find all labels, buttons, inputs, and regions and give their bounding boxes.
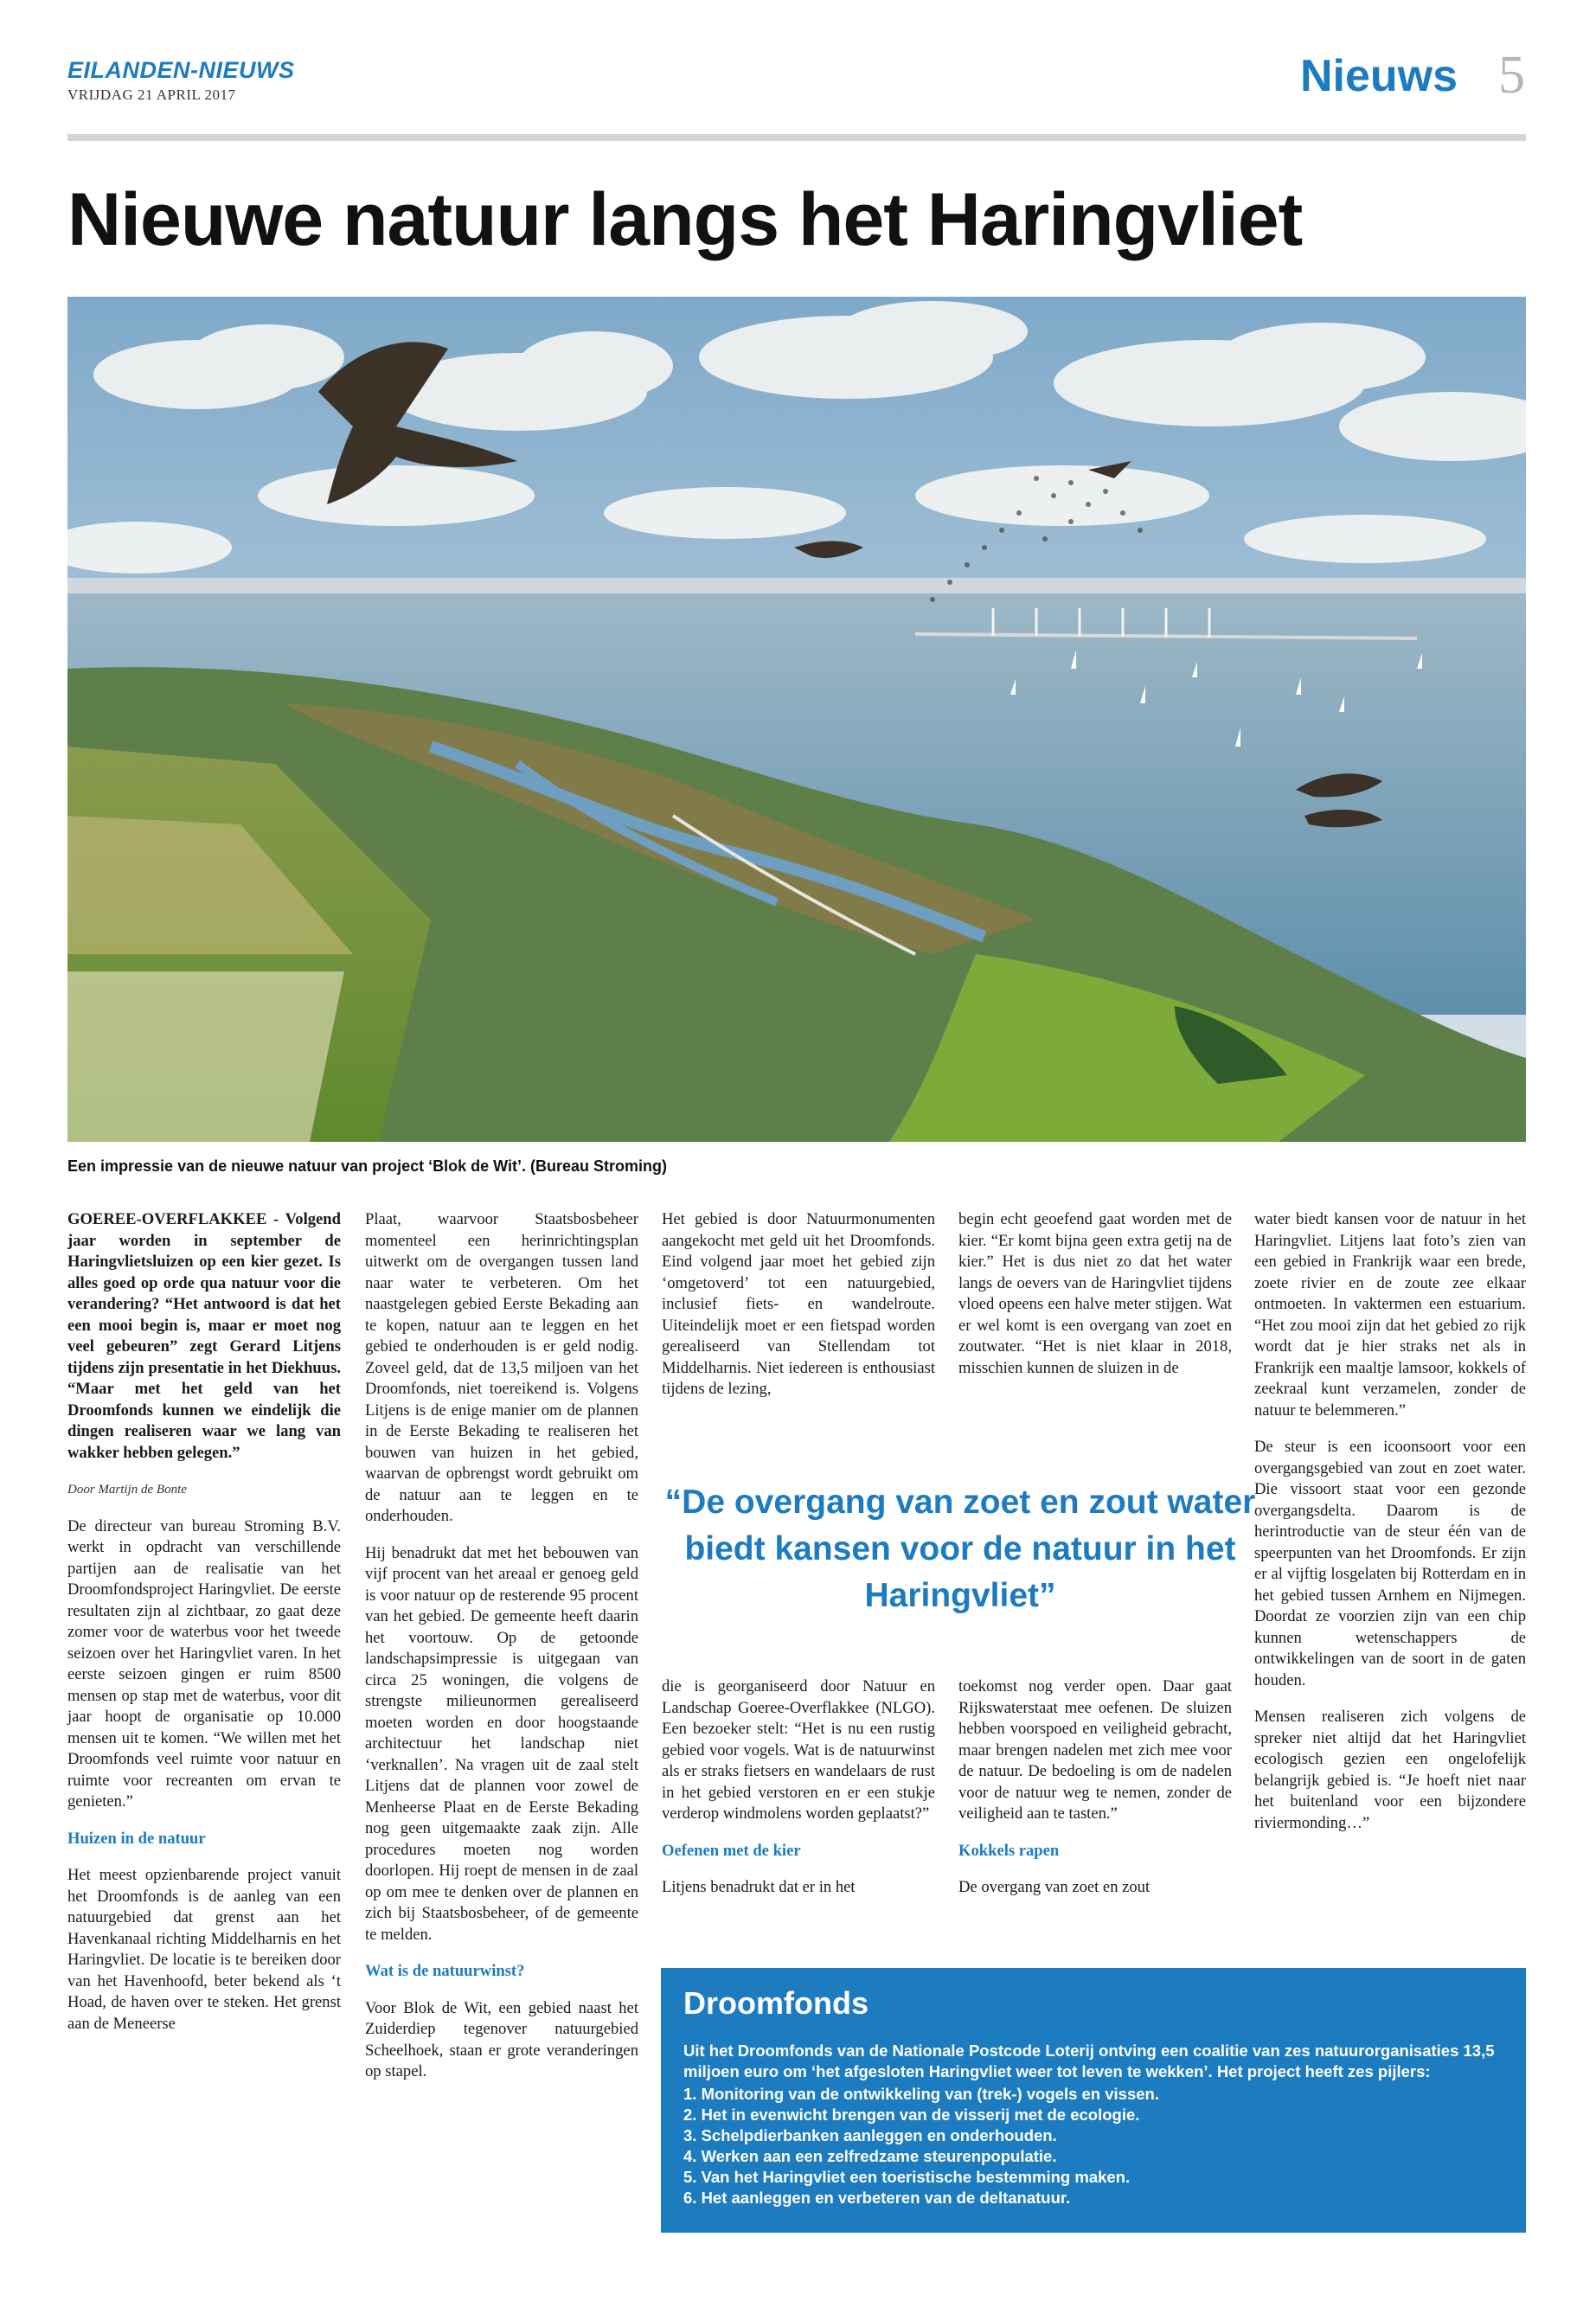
subheading: Kokkels rapen [958, 1841, 1060, 1860]
article-column-4-top [958, 1209, 1232, 1394]
list-item: 6. Het aanleggen en verbeteren van de deltanatuur. [683, 2189, 1071, 2207]
header-rule [67, 134, 1526, 141]
list-item: 1. Monitoring van de ontwikkeling van (trek-) vogels en vissen. [683, 2085, 1159, 2103]
droomfonds-info-box [661, 1968, 1526, 2233]
photo-caption: Een impressie van de nieuwe natuur van project ‘Blok de Wit’. (Bureau Stroming) [67, 1157, 667, 1175]
info-box-title: Droomfonds [683, 1985, 869, 2021]
article-column-3-top [662, 1209, 935, 1416]
article-column-3-bottom [662, 1676, 935, 1914]
paragraph: begin echt geoefend gaat worden met de kier. “Er komt bijna geen extra getij na de kier.” Het is dus niet zo dat het water langs de oevers van de Haringvliet tijdens vloed opeens een halve meter stijgen. Wat er wel komt is een overgang van zoet en zoutwater. “Het is niet klaar in 2018, misschien kunnen de sluizen in de [958, 1210, 1232, 1377]
issue-date: VRIJDAG 21 APRIL 2017 [67, 87, 236, 103]
paragraph: Het meest opzienbarende project vanuit het Droomfonds is de aanleg van een natuurgebied dat grenst aan het Havenkanaal richting Middelharnis en het Haringvliet. De locatie is te bereiken door van het Havenhoofd, beter bekend als ‘t Hoad, de haven over te steken. Het grenst aan de Meneerse [67, 1866, 341, 2033]
article-headline: Nieuwe natuur langs het Haringvliet [67, 178, 1303, 261]
info-box-list [683, 2084, 1159, 2208]
pull-quote: “De overgang van zoet en zout water biedt kansen voor de natuur in het Haringvliet” [664, 1484, 1256, 1614]
subheading: Oefenen met de kier [662, 1841, 801, 1860]
paragraph: De overgang van zoet en zout [958, 1878, 1151, 1896]
article-column-4-bottom [958, 1676, 1232, 1914]
list-item: 3. Schelpdierbanken aanleggen en onderhouden. [683, 2126, 1057, 2144]
paragraph: water biedt kansen voor de natuur in het Haringvliet. Litjens laat foto’s zien van een gebied in Frankrijk waar een brede, zoete rivier en de zoute zee elkaar ontmoeten. In vaktermen een estuarium. “Het zou mooi zijn dat het gebied zo rijk wordt dat je hier straks net als in Frankrijk een maaltje lamsoor, kokkels of zeekraal kunt verzamelen, zonder de natuur te belemmeren.” [1254, 1210, 1526, 1420]
section-title: Nieuws [1299, 51, 1458, 101]
landscape-illustration [67, 297, 1526, 1142]
paragraph: Het gebied is door Natuurmonumenten aangekocht met geld uit het Droomfonds. Eind volgend jaar moet het gebied zijn ‘omgetoverd’ tot een natuurgebied, inclusief fiets- en wandelroute. Uiteindelijk moet er een fietspad worden gerealiseerd van Stellendam tot Middelharnis. Niet iedereen is enthousiast tijdens de lezing, [662, 1210, 935, 1398]
paragraph: De directeur van bureau Stroming B.V. werkt in opdracht van verschillende partijen aan de realisatie van het Droomfondsproject Haringvliet. De eerste resultaten zijn al zichtbaar, zo gaat deze zomer voor de waterbus voor het tweede seizoen over het Haringvliet varen. In het eerste seizoen gingen er ruim 8500 mensen op stap met de waterbus, voor dit jaar hoopt de organisatie op 10.000 mensen uit te komen. “We willen met het Droomfonds veel ruimte voor natuur en ruimte voor recreanten om ervan te genieten.” [67, 1516, 341, 1811]
info-box-intro: Uit het Droomfonds van de Nationale Postcode Loterij ontving een coalitie van zes natuurorganisaties 13,5 miljoen euro om ‘het afgesloten Haringvliet weer tot leven te wekken’. Het project heeft zes pijlers: [683, 2041, 1495, 2080]
paragraph: Voor Blok de Wit, een gebied naast het Zuiderdiep tegenover natuurgebied Scheelhoek, staan er grote veranderingen op stapel. [365, 1998, 638, 2080]
subheading: Wat is de natuurwinst? [365, 1962, 525, 1980]
article-column-2 [365, 1209, 638, 2099]
byline: Door Martijn de Bonte [67, 1483, 187, 1497]
paragraph: die is georganiseerd door Natuur en Landschap Goeree-Overflakkee (NLGO). Een bezoeker stelt: “Het is nu een rustig gebied voor vogels. Wat is de natuurwinst als er straks fietsers en wandelaars de rust in het gebied verstoren en er een stukje verderop windmolens worden geplaatst?” [662, 1677, 935, 1823]
paragraph: De steur is een icoonsoort voor een overgangsgebied van zout en zoet water. Die vissoort staat voor een gezonde overgangsdelta. Daarom is de herintroductie van de steur één van de speerpunten van het Droomfonds. Er zijn er al vijftig losgelaten bij Rotterdam en in het gebied tussen Arnhem en Nijmegen. Doordat ze voorzien zijn van een chip kunnen wetenschappers de ontwikkelingen van de soort in de gaten houden. [1254, 1438, 1526, 1689]
paragraph: Hij benadrukt dat met het bebouwen van vijf procent van het areaal er genoeg geld is voor natuur op de resterende 95 procent van het gebied. De gemeente heeft daarin het voortouw. Op de getoonde landschapsimpressie is uitgegaan van circa 25 woningen, die volgens de strengste milieunormen gerealiseerd moeten worden en door hoogstaande architectuur het landschap niet ‘verknallen’. Na vragen uit de zaal stelt Litjens dat de plannen voor zowel de Menheerse Plaat en de Eerste Bekading nog geen uitgemaakte zaak zijn. Alle procedures moeten nog worden doorlopen. Hij roept de mensen in de zaal op om mee te denken over de plannen en zich bij Staatsbosbeheer, of de gemeente te melden. [365, 1543, 638, 1944]
article-lead: GOEREE-OVERFLAKKEE - Volgend jaar worden in september de Haringvlietsluizen op een kier gezet. Is alles goed op orde qua natuur voor die verandering? “Het antwoord is dat het een mooi begin is, maar er moet nog veel gebeuren” zegt Gerard Litjens tijdens zijn presentatie in het Diekhuus. “Maar met het geld van het Droomfonds kunnen we eindelijk die dingen realiseren waar we lang van wakker hebben gelegen.” [67, 1210, 341, 1462]
list-item: 5. Van het Haringvliet een toeristische bestemming maken. [683, 2168, 1131, 2186]
page-number: 5 [1498, 46, 1525, 105]
newspaper-logo: EILANDEN-NIEUWS [67, 57, 295, 83]
list-item: 2. Het in evenwicht brengen van de visserij met de ecologie. [683, 2106, 1140, 2124]
paragraph: toekomst nog verder open. Daar gaat Rijkswaterstaat mee oefenen. De sluizen hebben voorspoed en veiligheid gebracht, maar brengen nadelen met zich mee voor de natuur. De bedoeling is om de nadelen voor de natuur weg te nemen, zonder de veiligheid aan te tasten.” [958, 1677, 1232, 1823]
list-item: 4. Werken aan een zelfredzame steurenpopulatie. [683, 2147, 1057, 2165]
article-column-1 [67, 1209, 341, 2050]
paragraph: Mensen realiseren zich volgens de spreker niet altijd dat het Haringvliet ecologisch gezien een ongelofelijk belangrijk gebied is. “Je hoeft niet naar het buitenland voor een bijzondere riviermonding…” [1254, 1708, 1526, 1832]
paragraph: Plaat, waarvoor Staatsbosbeheer momenteel een herinrichtingsplan uitwerkt om de overgangen tussen land naar water te verbeteren. Om het naastgelegen gebied Eerste Bekading aan te kopen, natuur aan te leggen en het gebied te onderhouden is er geld nodig. Zoveel geld, dat de 13,5 miljoen van het Droomfonds, niet toereikend is. Volgens Litjens is de enige manier om de plannen in de Eerste Bekading te realiseren het bouwen van huizen in het gebied, waarvan de opbrengst wordt gebruikt om de natuur aan te leggen en te onderhouden. [365, 1210, 638, 1525]
paragraph: Litjens benadrukt dat er in het [662, 1878, 856, 1896]
subheading: Huizen in de natuur [67, 1829, 206, 1848]
article-column-5 [1254, 1209, 1526, 1849]
